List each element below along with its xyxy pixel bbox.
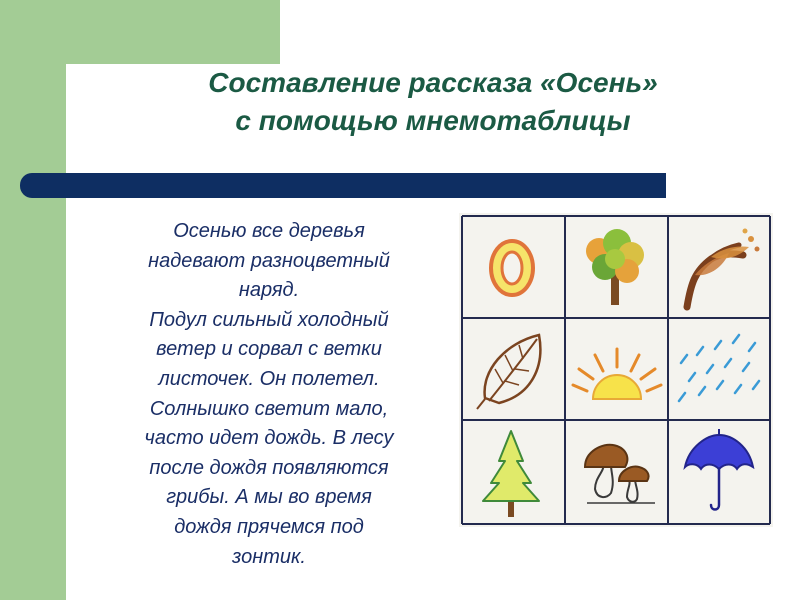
autumn-tree-icon [586,229,644,305]
left-green-strip [0,0,66,600]
letter-o-icon [491,241,533,295]
story-line: после дождя появляются [149,456,389,479]
title-line-2: с помощью мнемотаблицы [235,105,631,136]
story-line: листочек. Он полетел. [158,367,380,390]
story-line: ветер и сорвал с ветки [156,338,382,361]
umbrella-icon [685,429,753,510]
mnemo-table [459,213,773,527]
mushrooms-icon [585,445,655,503]
story-line: дождя прячемся под [174,515,364,538]
sun-icon [573,349,661,399]
story-line: зонтик. [232,545,306,568]
story-line: наряд. [238,279,300,302]
fir-tree-icon [483,431,539,517]
leaf-icon [477,335,540,409]
story-line: Подул сильный холодный [149,308,389,331]
story-line: часто идет дождь. В лесу [144,427,394,450]
rain-icon [679,335,759,401]
story-line: Солнышко светит мало, [149,397,389,420]
top-green-block [66,0,280,64]
story-text [96,217,442,572]
title-line-1: Составление рассказа «Осень» [208,67,658,98]
story-line: Осенью все деревья [173,220,365,242]
slide-title [66,64,800,140]
story-line: надевают разноцветный [148,249,390,272]
wind-bent-tree-icon [687,229,760,308]
title-divider-bar [20,173,666,198]
story-line: грибы. А мы во время [166,486,372,509]
